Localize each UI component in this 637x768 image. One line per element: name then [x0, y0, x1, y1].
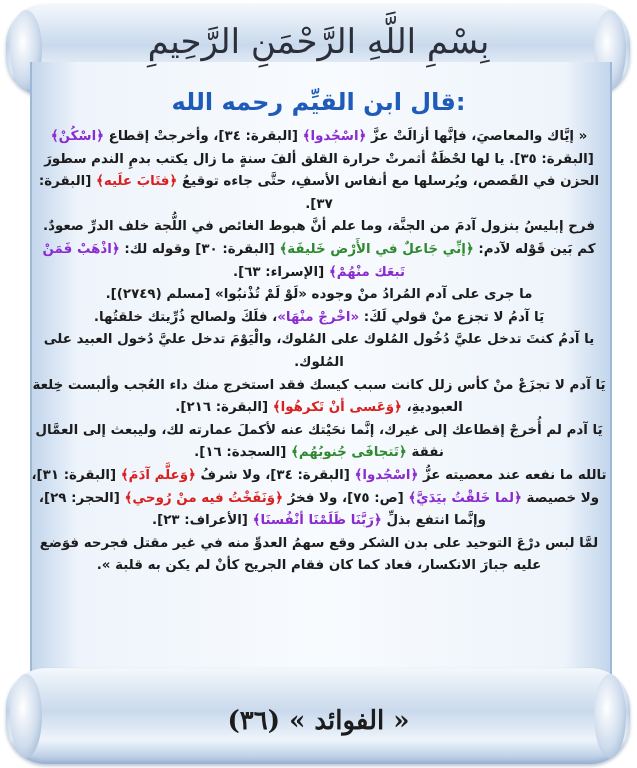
quote-paragraph [30, 420, 608, 465]
quote-paragraph [30, 329, 608, 374]
quote-text: [الحجر: ٢٩]، وإنَّما انتفع بذلِّ [38, 490, 486, 529]
quote-text: [البقرة: ٢١٦]. [175, 400, 273, 416]
quran-verse: ﴿اسْجُدوا﴾ [354, 467, 419, 483]
quote-paragraph [30, 465, 608, 533]
quote-text: يَا آدم لم أُخرجْ إقطاعك إلى غيرك، إنَّما نحَيْتك عنه لأكملَ عمارته لك، وليبعث إلى العمَّال نفقة [35, 422, 603, 461]
quote-text: [الإسراء: ٦٣]. [232, 264, 329, 280]
quote-text: تالله ما نفعه عند معصيته عزُّ [418, 467, 607, 483]
page-heading: قال ابن القيِّم رحمه الله: [171, 88, 466, 116]
quote-text: ، فلَكَ ولصالح ذُرِّيتك خلقتُها. [93, 309, 278, 325]
quote-text: فرح إبليسُ بنزول آدمَ من الجنَّة، وما علم أنَّ هبوط الغائص في اللُّجة خلف الدرِّ صعودٌ. [43, 219, 595, 235]
quote-text: [البقرة: ٣٧]. [38, 174, 333, 212]
quote-text: [البقرة: ٣١]، ولا خصيصة [31, 467, 600, 506]
quran-verse: ﴿وَعَسى أنْ تَكرهُوا﴾ [272, 400, 402, 416]
quran-verse: ﴿وَنَفَخْتُ فيه منْ رُوحي﴾ [124, 490, 283, 506]
quote-text: [البقرة: ٣٤]، وأخرجتْ إقطاع [104, 129, 303, 144]
quote-text: [ص: ٧٥]، ولا فخرُ [282, 490, 409, 506]
quran-verse: ﴿اذْهَبْ فَمَنْ تَبعَك منْهُمْ﴾ [42, 241, 405, 280]
quote-text: يا آدمُ كنتَ تدخل عليَّ دُخُول المُلوك على المُلوك، والْيَوْمَ تدخل عليَّ دُخول العبيد على المُلوك. [43, 332, 595, 370]
quote-paragraph [30, 284, 608, 307]
quote-text: « إيَّاك والمعاصيَ، فإنَّها أزالَتْ عزَّ [366, 129, 588, 144]
quote-paragraph [30, 533, 608, 578]
quote-text: لمَّا لبس درْعَ التوحيد على بدن الشكر وقع سهمُ العدوِّ منه في غير مقتل فجرحه فوَضع عليه جبارَ الانكسار، فعاد كما كان فقام الجريح كأنْ لم يكن به قلبة ». [39, 535, 599, 574]
quote-paragraph [30, 307, 608, 330]
quran-verse: «اخْرجْ منْهَا» [277, 309, 360, 325]
basmala-calligraphy: بِسْمِ اللَّهِ الرَّحْمَنِ الرَّحِيمِ [147, 22, 490, 62]
quran-verse: ﴿تَتجافَى جُنوبُهُم﴾ [291, 445, 407, 461]
quote-paragraph [30, 126, 608, 216]
quote-text: [الأعراف: ٢٣]. [152, 513, 253, 529]
quran-verse: ﴿رَبَّنَا ظَلَمْنَا أنْفُسنَا﴾ [252, 513, 382, 529]
quran-verse: ﴿لما خَلقْتُ بيَدَيَّ﴾ [408, 490, 522, 506]
quran-verse: ﴿وَعلَّم آدَمَ﴾ [120, 467, 196, 483]
quote-paragraph [30, 216, 608, 239]
quote-paragraph [30, 375, 608, 420]
quote-body [30, 126, 608, 578]
quote-text: [البقرة: ٣٥]. يا لها لحْظَةٌ أثمرتْ حرارة القلق ألفَ سنةٍ ما زال يكتب بدمِ الندم سطورَ الحزن في القَصص، ويُرسلها مع أنفاس الأسفِ، حتَّى جاءه توقيعُ [44, 151, 600, 190]
quote-paragraph [30, 239, 608, 284]
quote-text: [البقرة: ٣٠] وقوله لك: [119, 241, 280, 257]
quote-text: يَا آدم لا تجزَعْ منْ كأس زلل كانت سبب كيسك فقد استخرج منك داء العُجب وألبست خِلعة العبوديةِ، [32, 377, 606, 416]
source-citation: « الفوائد » (٣٦) [227, 706, 410, 736]
quran-verse: ﴿فتَابَ علَيه﴾ [96, 174, 178, 190]
quote-text: يَا آدمُ لا تجزع منْ قولي لَكَ: [359, 309, 545, 325]
quran-verse: ﴿اسْجُدوا﴾ [302, 129, 367, 144]
quran-verse: ﴿إنِّي جَاعلٌ في الأَرْض خَليفَة﴾ [279, 241, 474, 257]
quote-text: ما جرى على آدم المُرادُ منْ وجوده «لَوْ لَمْ تُذْنبُوا» [مسلم (٢٧٤٩)]. [105, 287, 533, 303]
quran-verse: ﴿اسْكُنْ﴾ [50, 129, 105, 144]
quote-text: [السجدة: ١٦]. [194, 445, 292, 461]
quote-text: [البقرة: ٣٤]، ولا شرفُ [195, 467, 355, 483]
quote-text: كم بَين قَوْله لآدم: [473, 241, 596, 257]
